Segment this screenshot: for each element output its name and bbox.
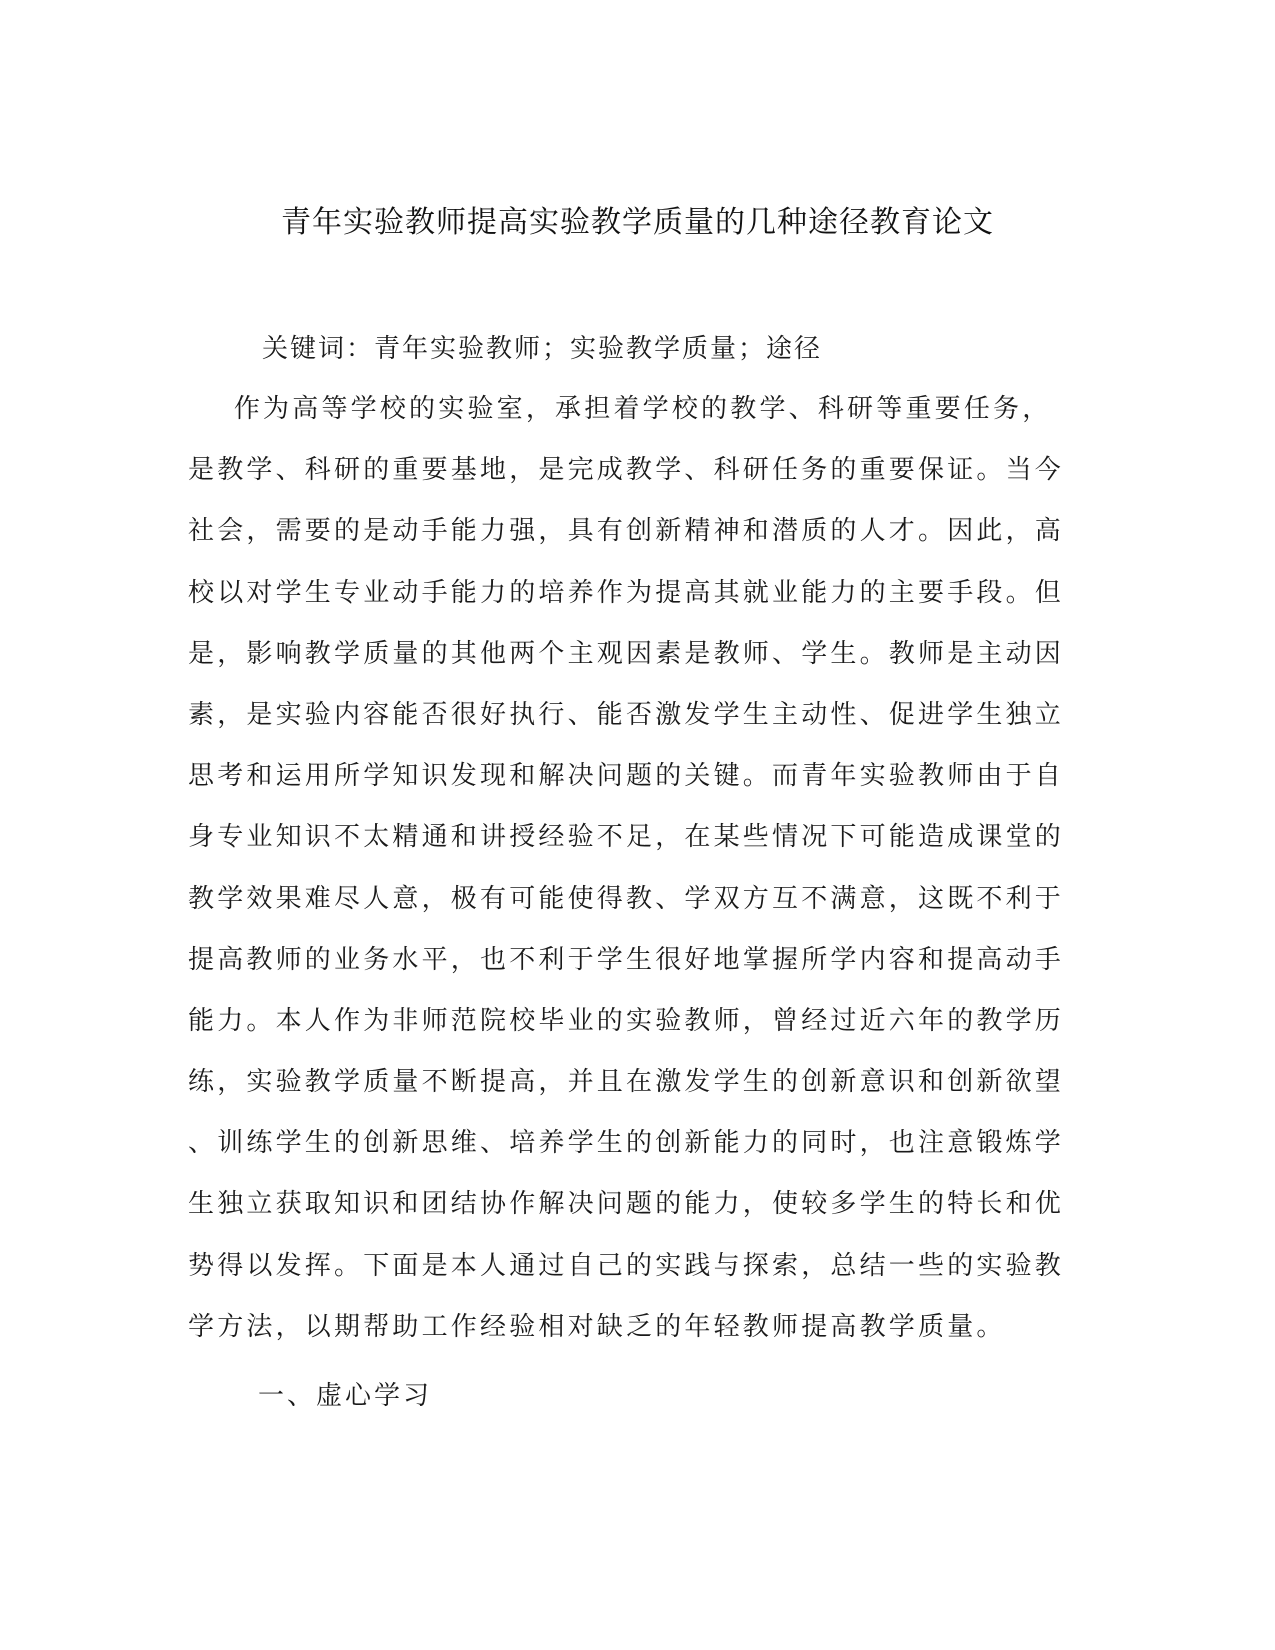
paragraph-line: 教学效果难尽人意，极有可能使得教、学双方互不满意，这既不利于 bbox=[188, 883, 1065, 914]
paragraph-line: 、训练学生的创新思维、培养学生的创新能力的同时，也注意锻炼学 bbox=[188, 1128, 1065, 1159]
paragraph-line: 学方法，以期帮助工作经验相对缺乏的年轻教师提高教学质量。 bbox=[188, 1311, 1006, 1342]
paragraph-line: 势得以发挥。下面是本人通过自己的实践与探索，总结一些的实验教 bbox=[188, 1250, 1065, 1281]
section-heading: 一、虚心学习 bbox=[258, 1381, 433, 1411]
paragraph-line: 素，是实验内容能否很好执行、能否激发学生主动性、促进学生独立 bbox=[188, 699, 1065, 730]
paragraph-line: 提高教师的业务水平，也不利于学生很好地掌握所学内容和提高动手 bbox=[188, 944, 1065, 975]
paragraph-line: 校以对学生专业动手能力的培养作为提高其就业能力的主要手段。但 bbox=[188, 577, 1065, 608]
paragraph-line: 是，影响教学质量的其他两个主观因素是教师、学生。教师是主动因 bbox=[188, 638, 1065, 669]
paragraph-line: 身专业知识不太精通和讲授经验不足，在某些情况下可能造成课堂的 bbox=[188, 822, 1065, 853]
paragraph-line: 生独立获取知识和团结协作解决问题的能力，使较多学生的特长和优 bbox=[188, 1189, 1065, 1220]
paragraph-line: 能力。本人作为非师范院校毕业的实验教师，曾经过近六年的教学历 bbox=[188, 1005, 1065, 1036]
paragraph-line: 作为高等学校的实验室，承担着学校的教学、科研等重要任务， bbox=[188, 394, 1052, 424]
document-title: 青年实验教师提高实验教学质量的几种途径教育论文 bbox=[281, 205, 994, 240]
body-paragraph bbox=[188, 379, 1065, 1358]
paragraph-line: 思考和运用所学知识发现和解决问题的关键。而青年实验教师由于自 bbox=[188, 761, 1065, 792]
paragraph-line: 是教学、科研的重要基地，是完成教学、科研任务的重要保证。当今 bbox=[188, 455, 1065, 486]
paragraph-line: 练，实验教学质量不断提高，并且在激发学生的创新意识和创新欲望 bbox=[188, 1067, 1065, 1098]
paragraph-line: 社会，需要的是动手能力强，具有创新精神和潜质的人才。因此，高 bbox=[188, 516, 1065, 547]
keywords-line: 关键词：青年实验教师；实验教学质量；途径 bbox=[262, 334, 823, 364]
